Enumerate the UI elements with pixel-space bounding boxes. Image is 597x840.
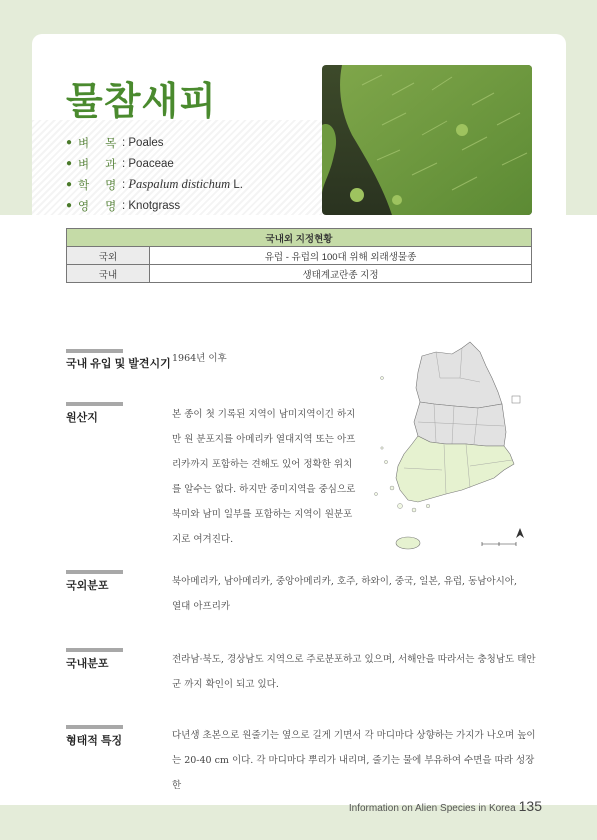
section-overseas-distribution-text: 북아메리카, 남아메리카, 중앙아메리카, 호주, 하와이, 중국, 일본, 유럽, 동남아시아, 열대 아프리카: [172, 576, 518, 612]
section-domestic-distribution-text: 전라남·북도, 경상남도 지역으로 주로분포하고 있으며, 서해안을 따라서는 충청남도 태안 군 까지 확인이 되고 있다.: [172, 654, 536, 690]
section-divider: [66, 648, 123, 652]
bullet-icon: ●: [66, 179, 73, 190]
status-table-header: 국내외 지정현황: [67, 229, 532, 247]
table-row: 국내 생태계교란종 지정: [67, 265, 532, 283]
taxonomy-list: [66, 132, 243, 216]
section-introduction-label: 국내 유입 및 발견시기: [66, 358, 171, 370]
footer-title: Information on Alien Species in Korea: [348, 803, 516, 814]
taxonomy-scientific-name: ● 학 명 : Paspalum distichum L.: [66, 177, 243, 192]
section-divider: [66, 402, 123, 406]
korea-distribution-map: [374, 338, 532, 556]
map-region-north: [414, 342, 506, 446]
scale-bar: [482, 542, 516, 546]
section-overseas-distribution-label: 국외분포: [66, 580, 109, 592]
designation-status-table: [66, 228, 532, 283]
section-morphology-label: 형태적 특징: [66, 735, 123, 747]
taxonomy-english-name: ● 영 명 : Knotgrass: [66, 199, 181, 213]
table-row: 국외 유럽 - 유럽의 100대 위해 외래생물종: [67, 247, 532, 265]
section-origin-label: 원산지: [66, 412, 98, 424]
section-divider: [66, 349, 123, 353]
page-footer: [300, 798, 542, 816]
north-arrow-icon: [516, 528, 524, 538]
map-region-jeju: [396, 537, 420, 549]
species-title: 물참새피: [66, 78, 217, 123]
taxonomy-order: ● 벼 목 : Poales: [66, 136, 164, 150]
section-divider: [66, 725, 123, 729]
page-number: 135: [518, 798, 542, 814]
section-introduction-text: 1964년 이후: [172, 353, 227, 364]
section-origin-text: 본 종이 첫 기록된 지역이 남미지역이긴 하지 만 원 분포지를 아메리카 열대지역 또는 아프 리카까지 포함하는 견해도 있어 정확한 위치 를 알수는 없다. 하지만 중미지역을 중심으로 북미와 남미 일부를 포함하는 지역이 원분포 지로 여겨진다.: [172, 409, 356, 545]
taxonomy-family: ● 벼 과 : Poaceae: [66, 157, 174, 171]
section-morphology-text: 다년생 초본으로 원줄기는 옆으로 길게 기면서 각 마디마다 상향하는 가지가 나오며 높이 는 20-40 cm 이다. 각 마디마다 뿌리가 내리며, 줄기는 물에 부유하여 수면을 따라 성장한: [172, 730, 536, 791]
bullet-icon: ●: [66, 158, 73, 169]
section-divider: [66, 570, 123, 574]
species-photo: [322, 65, 532, 215]
bullet-icon: ●: [66, 200, 73, 211]
section-domestic-distribution-label: 국내분포: [66, 658, 109, 670]
bullet-icon: ●: [66, 137, 73, 148]
map-region-south: [396, 436, 514, 502]
